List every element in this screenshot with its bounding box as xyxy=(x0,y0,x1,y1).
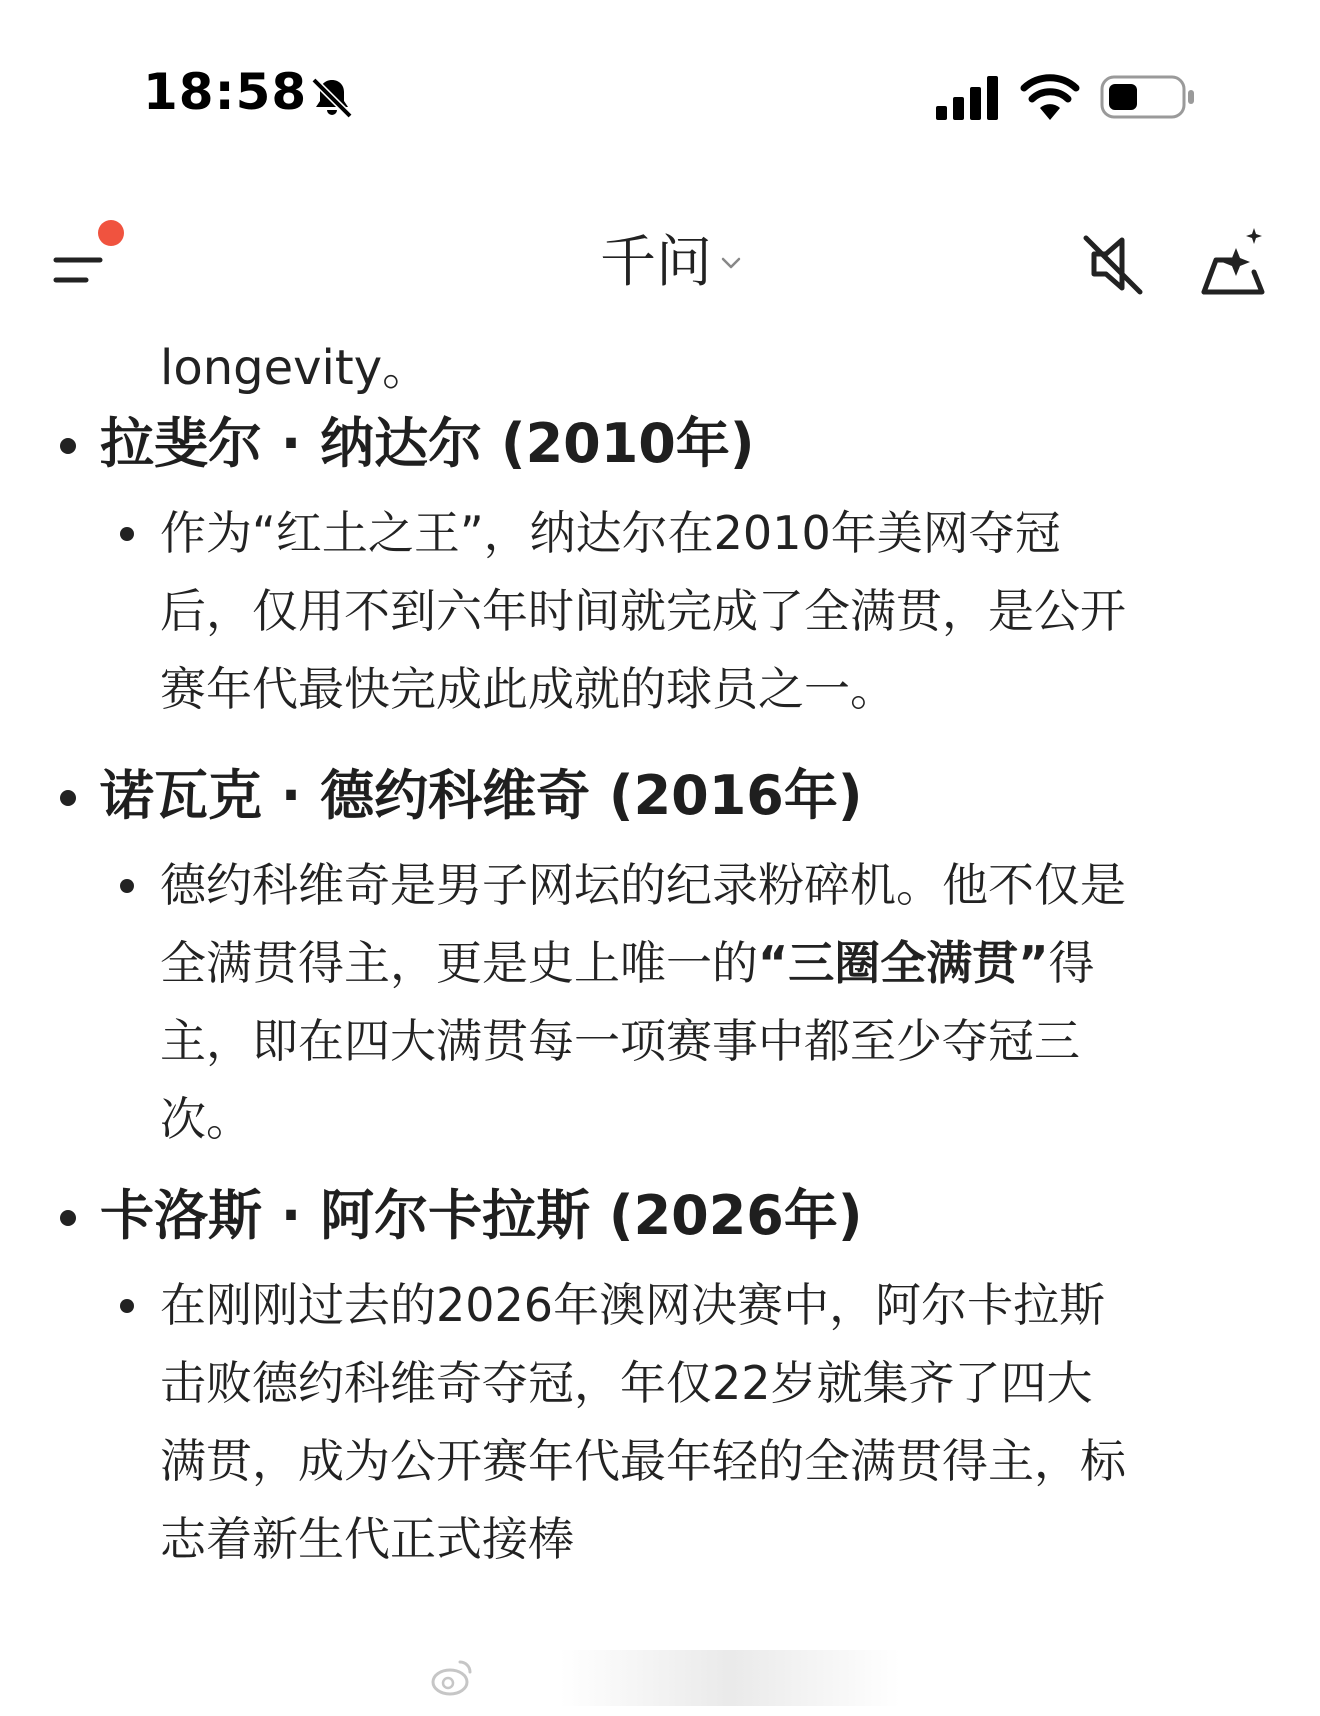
status-time: 18:58 xyxy=(143,63,308,121)
status-bar xyxy=(0,0,1320,150)
menu-button[interactable] xyxy=(50,230,140,300)
app-header xyxy=(0,200,1320,320)
player-description: 德约科维奇是男子网坛的纪录粉碎机。他不仅是 全满贯得主，更是史上唯一的“三圈全满贯”得 主，即在四大满贯每一项赛事中都至少夺冠三 次。 xyxy=(160,858,1126,1146)
menu-icon xyxy=(50,230,140,300)
player-heading: 拉斐尔 · 纳达尔 (2010年) xyxy=(100,412,755,475)
list-bullet xyxy=(120,1299,134,1313)
app-title: 千问 xyxy=(600,230,712,295)
emphasis-text: “三圈全满贯” xyxy=(758,936,1049,990)
list-bullet xyxy=(60,790,76,806)
model-selector[interactable] xyxy=(600,228,744,298)
bell-slash-icon xyxy=(308,74,356,122)
list-bullet xyxy=(120,879,134,893)
cellular-signal-icon xyxy=(936,76,1000,120)
battery-icon xyxy=(1100,74,1196,120)
sparkle-edit-icon[interactable] xyxy=(1196,222,1268,300)
player-heading: 诺瓦克 · 德约科维奇 (2016年) xyxy=(100,764,863,827)
weibo-logo-icon xyxy=(430,1656,474,1700)
player-description: 在刚刚过去的2026年澳网决赛中，阿尔卡拉斯 击败德约科维奇夺冠，年仅22岁就集齐了四大 满贯，成为公开赛年代最年轻的全满贯得主，标 志着新生代正式接棒 xyxy=(160,1278,1126,1566)
list-bullet xyxy=(60,1210,76,1226)
player-heading: 卡洛斯 · 阿尔卡拉斯 (2026年) xyxy=(100,1184,863,1247)
list-bullet xyxy=(120,527,134,541)
wifi-icon xyxy=(1020,74,1080,120)
previous-text-tail: longevity。 xyxy=(160,340,431,396)
player-description: 作为“红土之王”，纳达尔在2010年美网夺冠 后，仅用不到六年时间就完成了全满贯，是公开 赛年代最快完成此成就的球员之一。 xyxy=(160,506,1126,716)
list-bullet xyxy=(60,438,76,454)
chevron-down-icon xyxy=(718,250,744,276)
notification-dot xyxy=(98,220,124,246)
watermark xyxy=(430,1650,474,1706)
watermark-overlay xyxy=(560,1650,900,1706)
chat-response xyxy=(0,320,1320,1716)
speaker-muted-icon[interactable] xyxy=(1080,228,1146,300)
